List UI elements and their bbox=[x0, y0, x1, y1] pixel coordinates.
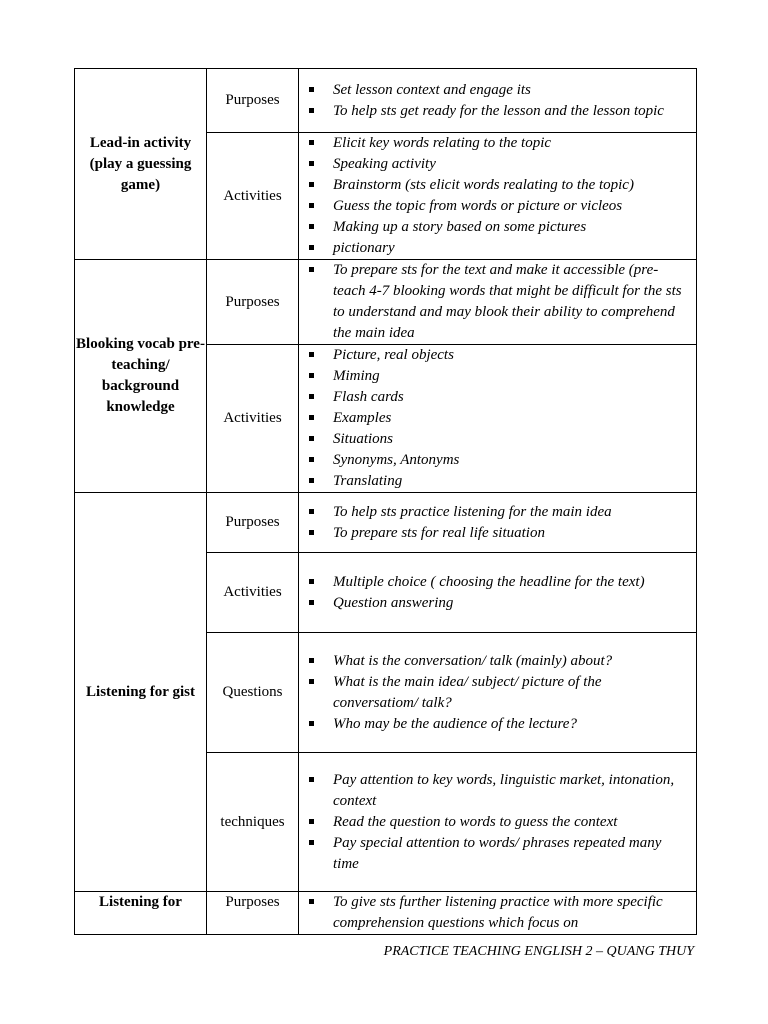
list-item: Flash cards bbox=[307, 387, 690, 408]
row-label: Purposes bbox=[207, 493, 299, 553]
square-bullet-icon bbox=[309, 530, 314, 535]
list-item: To prepare sts for real life situation bbox=[307, 523, 690, 544]
lesson-plan-table bbox=[74, 68, 697, 935]
square-bullet-icon bbox=[309, 777, 314, 782]
bullet-list bbox=[299, 502, 696, 544]
row-content bbox=[299, 69, 697, 133]
section-title: Listening for gist bbox=[75, 493, 207, 892]
list-item: What is the main idea/ subject/ picture of the conversatiom/ talk? bbox=[307, 672, 690, 714]
list-item: Brainstorm (sts elicit words realating to the topic) bbox=[307, 175, 690, 196]
row-content bbox=[299, 553, 697, 633]
square-bullet-icon bbox=[309, 245, 314, 250]
list-item: To help sts get ready for the lesson and the lesson topic bbox=[307, 101, 690, 122]
square-bullet-icon bbox=[309, 140, 314, 145]
square-bullet-icon bbox=[309, 203, 314, 208]
square-bullet-icon bbox=[309, 899, 314, 904]
bullet-list bbox=[299, 770, 696, 875]
row-content bbox=[299, 892, 697, 935]
list-item: Synonyms, Antonyms bbox=[307, 450, 690, 471]
section-title: Lead-in activity (play a guessing game) bbox=[75, 69, 207, 260]
list-item: To give sts further listening practice with more specific comprehension questions which focus on bbox=[307, 892, 690, 934]
square-bullet-icon bbox=[309, 658, 314, 663]
row-label: Activities bbox=[207, 133, 299, 260]
square-bullet-icon bbox=[309, 87, 314, 92]
list-item: Read the question to words to guess the context bbox=[307, 812, 690, 833]
list-item: Pay attention to key words, linguistic market, intonation, context bbox=[307, 770, 690, 812]
bullet-list bbox=[299, 260, 696, 344]
square-bullet-icon bbox=[309, 579, 314, 584]
square-bullet-icon bbox=[309, 161, 314, 166]
row-content bbox=[299, 753, 697, 892]
bullet-list bbox=[299, 892, 696, 934]
row-content bbox=[299, 133, 697, 260]
list-item: Pay special attention to words/ phrases repeated many time bbox=[307, 833, 690, 875]
square-bullet-icon bbox=[309, 478, 314, 483]
square-bullet-icon bbox=[309, 819, 314, 824]
row-label: Purposes bbox=[207, 260, 299, 345]
bullet-list bbox=[299, 572, 696, 614]
row-label: Purposes bbox=[207, 892, 299, 935]
row-label: Activities bbox=[207, 553, 299, 633]
list-item: What is the conversation/ talk (mainly) about? bbox=[307, 651, 690, 672]
bullet-list bbox=[299, 133, 696, 259]
bullet-list bbox=[299, 651, 696, 735]
row-label: Purposes bbox=[207, 69, 299, 133]
bullet-list bbox=[299, 80, 696, 122]
list-item: Guess the topic from words or picture or vicleos bbox=[307, 196, 690, 217]
square-bullet-icon bbox=[309, 224, 314, 229]
square-bullet-icon bbox=[309, 182, 314, 187]
square-bullet-icon bbox=[309, 457, 314, 462]
row-label: Activities bbox=[207, 345, 299, 493]
square-bullet-icon bbox=[309, 679, 314, 684]
square-bullet-icon bbox=[309, 415, 314, 420]
table-row bbox=[75, 892, 697, 935]
list-item: Miming bbox=[307, 366, 690, 387]
row-label: Questions bbox=[207, 633, 299, 753]
list-item: Who may be the audience of the lecture? bbox=[307, 714, 690, 735]
list-item: Examples bbox=[307, 408, 690, 429]
row-content bbox=[299, 260, 697, 345]
square-bullet-icon bbox=[309, 840, 314, 845]
square-bullet-icon bbox=[309, 721, 314, 726]
list-item: Multiple choice ( choosing the headline for the text) bbox=[307, 572, 690, 593]
section-title: Blooking vocab pre-teaching/ background knowledge bbox=[75, 260, 207, 493]
square-bullet-icon bbox=[309, 509, 314, 514]
list-item: Question answering bbox=[307, 593, 690, 614]
square-bullet-icon bbox=[309, 352, 314, 357]
page-footer: PRACTICE TEACHING ENGLISH 2 – QUANG THUY bbox=[383, 944, 694, 959]
square-bullet-icon bbox=[309, 600, 314, 605]
list-item: To prepare sts for the text and make it accessible (pre-teach 4-7 blooking words that might be difficult for the sts to understand and may blook their ability to comprehend the main idea bbox=[307, 260, 690, 344]
list-item: Elicit key words relating to the topic bbox=[307, 133, 690, 154]
row-content bbox=[299, 345, 697, 493]
square-bullet-icon bbox=[309, 436, 314, 441]
list-item: Set lesson context and engage its bbox=[307, 80, 690, 101]
square-bullet-icon bbox=[309, 108, 314, 113]
square-bullet-icon bbox=[309, 267, 314, 272]
square-bullet-icon bbox=[309, 373, 314, 378]
row-content bbox=[299, 633, 697, 753]
list-item: Speaking activity bbox=[307, 154, 690, 175]
list-item: pictionary bbox=[307, 238, 690, 259]
table-row bbox=[75, 260, 697, 345]
table-row bbox=[75, 69, 697, 133]
list-item: Situations bbox=[307, 429, 690, 450]
list-item: Translating bbox=[307, 471, 690, 492]
list-item: To help sts practice listening for the main idea bbox=[307, 502, 690, 523]
row-content bbox=[299, 493, 697, 553]
row-label: techniques bbox=[207, 753, 299, 892]
square-bullet-icon bbox=[309, 394, 314, 399]
table-row bbox=[75, 493, 697, 553]
list-item: Picture, real objects bbox=[307, 345, 690, 366]
list-item: Making up a story based on some pictures bbox=[307, 217, 690, 238]
bullet-list bbox=[299, 345, 696, 492]
section-title: Listening for bbox=[75, 892, 207, 935]
